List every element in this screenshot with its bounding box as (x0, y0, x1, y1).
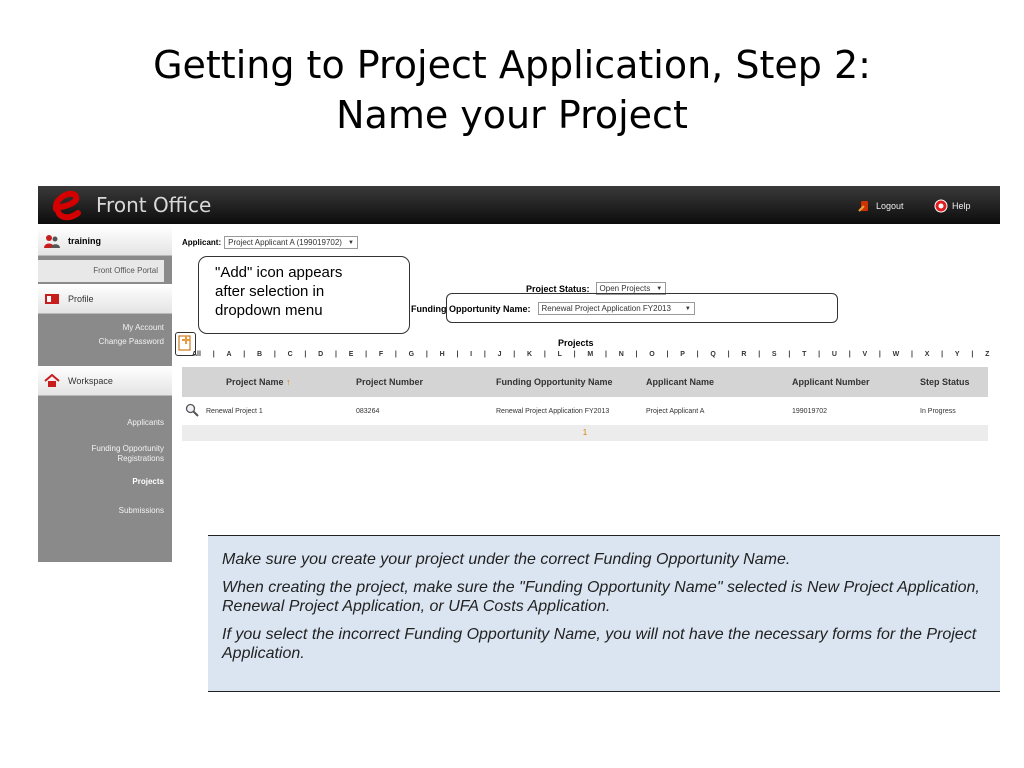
sort-arrow-icon: ↑ (286, 377, 291, 387)
sidebar-item-applicants[interactable]: Applicants (127, 418, 164, 427)
alphabet-separator: | (758, 351, 761, 358)
column-header-step-status[interactable]: Step Status (920, 377, 970, 387)
chevron-down-icon: ▼ (656, 285, 663, 292)
cell-project-number: 083264 (356, 407, 380, 415)
projects-table (182, 367, 988, 441)
logo-icon (48, 187, 82, 223)
alphabet-separator: | (941, 351, 944, 358)
alphabet-separator: | (543, 351, 546, 358)
column-header-applicant-name[interactable]: Applicant Name (646, 377, 715, 387)
alphabet-separator: | (848, 351, 851, 358)
alphabet-filter-b[interactable]: B (257, 351, 263, 358)
alphabet-filter-n[interactable]: N (618, 351, 624, 358)
table-row (182, 397, 988, 425)
alphabet-filter-y[interactable]: Y (954, 351, 960, 358)
alphabet-filter-f[interactable]: F (378, 351, 384, 358)
alphabet-filter-z[interactable]: Z (985, 351, 990, 358)
logout-label: Logout (876, 201, 904, 211)
sidebar-item-projects[interactable]: Projects (132, 477, 164, 486)
alphabet-filter-r[interactable]: R (741, 351, 747, 358)
front-office-screenshot (38, 186, 1000, 566)
slide-title (0, 40, 1024, 140)
slide-title-line-2: Name your Project (336, 93, 688, 137)
cell-applicant-number: 199019702 (792, 407, 828, 415)
sidebar-item-change-password[interactable]: Change Password (98, 337, 164, 346)
alphabet-filter-l[interactable]: L (557, 351, 562, 358)
alphabet-separator: | (696, 351, 699, 358)
column-header-applicant-number[interactable]: Applicant Number (792, 377, 870, 387)
alphabet-separator: | (666, 351, 669, 358)
alphabet-separator: | (334, 351, 337, 358)
alphabet-separator: | (635, 351, 638, 358)
alphabet-filter-d[interactable]: D (318, 351, 324, 358)
cell-applicant-name: Project Applicant A (646, 407, 705, 415)
alphabet-filter-q[interactable]: Q (710, 351, 716, 358)
cell-funding-opportunity: Renewal Project Application FY2013 (496, 407, 610, 415)
sidebar-item-profile-label: Profile (68, 294, 94, 304)
profile-icon (44, 292, 60, 306)
alphabet-separator: | (304, 351, 307, 358)
applicant-select-value: Project Applicant A (199019702) (228, 238, 342, 247)
sidebar-item-funding-opportunity-registrations[interactable]: Funding Opportunity Registrations (91, 444, 164, 463)
chevron-down-icon: ▼ (347, 239, 354, 246)
user-icon (44, 234, 60, 248)
sidebar-user[interactable] (38, 226, 172, 256)
alphabet-filter-x[interactable]: X (924, 351, 930, 358)
alphabet-filter-t[interactable]: T (802, 351, 807, 358)
alphabet-filter-w[interactable]: W (892, 351, 900, 358)
projects-title: Projects (558, 338, 594, 348)
applicant-select[interactable] (224, 236, 358, 249)
alphabet-filter-all[interactable]: All (192, 351, 201, 358)
alphabet-separator: | (604, 351, 607, 358)
alphabet-filter-e[interactable]: E (348, 351, 354, 358)
applicant-label: Applicant: (182, 238, 222, 247)
alphabet-separator: | (483, 351, 486, 358)
instruction-note (208, 535, 1000, 692)
help-label: Help (952, 201, 971, 211)
logout-link[interactable] (858, 199, 904, 213)
alphabet-filter (192, 351, 990, 358)
alphabet-filter-j[interactable]: J (497, 351, 502, 358)
alphabet-separator: | (727, 351, 730, 358)
funding-opportunity-label: Funding Opportunity Name: (411, 303, 531, 314)
alphabet-filter-k[interactable]: K (527, 351, 533, 358)
alphabet-separator: | (573, 351, 576, 358)
alphabet-filter-s[interactable]: S (771, 351, 777, 358)
alphabet-separator: | (243, 351, 246, 358)
callout-line-1: "Add" icon appears (215, 264, 343, 281)
alphabet-filter-a[interactable]: A (226, 351, 232, 358)
note-paragraph-3: If you select the incorrect Funding Opportunity Name, you will not have the necessary forms for the Project Application. (222, 626, 977, 662)
alphabet-separator: | (365, 351, 368, 358)
note-paragraph-1: Make sure you create your project under the correct Funding Opportunity Name. (222, 551, 791, 568)
alphabet-filter-u[interactable]: U (831, 351, 837, 358)
alphabet-separator: | (273, 351, 276, 358)
cell-step-status: In Progress (920, 407, 956, 415)
alphabet-filter-m[interactable]: M (587, 351, 594, 358)
funding-opportunity-highlight (446, 293, 838, 323)
alphabet-separator: | (513, 351, 516, 358)
table-header (182, 367, 988, 397)
help-icon (934, 199, 948, 213)
view-project-button[interactable] (182, 403, 204, 419)
column-header-label: Project Name (226, 377, 284, 387)
sidebar-item-front-office-portal[interactable]: Front Office Portal (38, 260, 164, 282)
sidebar-item-submissions[interactable]: Submissions (118, 506, 164, 515)
sidebar-item-workspace-label: Workspace (68, 376, 113, 386)
home-icon (44, 374, 60, 388)
alphabet-separator: | (456, 351, 459, 358)
page-number[interactable]: 1 (582, 428, 588, 437)
project-status-value: Open Projects (599, 284, 651, 293)
column-header-project-name[interactable] (204, 377, 350, 387)
sidebar (38, 226, 172, 562)
magnifier-icon (185, 403, 199, 417)
sidebar-item-my-account[interactable]: My Account (122, 323, 164, 332)
alphabet-separator: | (788, 351, 791, 358)
alphabet-filter-p[interactable]: P (680, 351, 685, 358)
slide-title-line-1: Getting to Project Application, Step 2: (153, 43, 871, 87)
main-content (178, 226, 1000, 566)
callout-line-2: after selection in (215, 283, 325, 300)
column-header-project-number[interactable]: Project Number (356, 377, 424, 387)
sidebar-item-workspace[interactable] (38, 366, 172, 396)
alphabet-separator: | (971, 351, 974, 358)
alphabet-filter-o[interactable]: O (649, 351, 655, 358)
note-paragraph-2: When creating the project, make sure the "Funding Opportunity Name" selected is New Project Application, Renewal Project Application, or UFA Costs Application. (222, 579, 980, 615)
applicant-filter (182, 236, 358, 249)
alphabet-separator: | (212, 351, 215, 358)
sidebar-user-label: training (68, 236, 101, 246)
alphabet-separator: | (394, 351, 397, 358)
funding-opportunity-value: Renewal Project Application FY2013 (541, 304, 671, 313)
brand-name: Front Office (96, 193, 212, 217)
sidebar-item-profile[interactable] (38, 284, 172, 314)
column-header-funding-opportunity[interactable]: Funding Opportunity Name (496, 377, 613, 387)
logout-icon (858, 199, 872, 213)
project-status-label: Project Status: (526, 283, 590, 294)
alphabet-separator: | (910, 351, 913, 358)
callout-bubble (198, 256, 410, 334)
alphabet-separator: | (818, 351, 821, 358)
help-link[interactable] (934, 199, 971, 213)
callout-line-3: dropdown menu (215, 302, 323, 319)
chevron-down-icon: ▼ (684, 305, 691, 312)
alphabet-filter-c[interactable]: C (287, 351, 293, 358)
alphabet-separator: | (425, 351, 428, 358)
alphabet-filter-g[interactable]: G (408, 351, 415, 358)
cell-project-name: Renewal Project 1 (206, 407, 263, 415)
top-bar (38, 186, 1000, 224)
alphabet-filter-h[interactable]: H (439, 351, 445, 358)
alphabet-filter-v[interactable]: V (862, 351, 868, 358)
alphabet-separator: | (878, 351, 881, 358)
pagination (182, 425, 988, 441)
alphabet-filter-i[interactable]: I (470, 351, 473, 358)
